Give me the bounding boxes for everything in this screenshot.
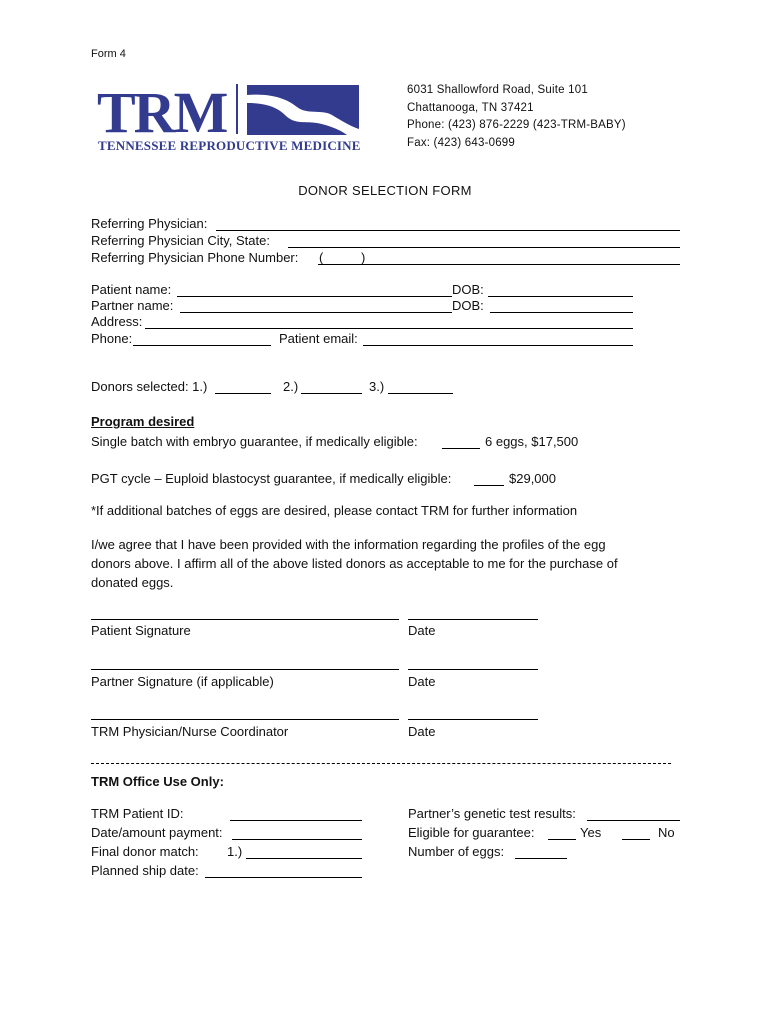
- trm-logo: [97, 82, 367, 154]
- donor-2-field[interactable]: [301, 393, 362, 394]
- pgt-cycle-text: PGT cycle – Euploid blastocyst guarantee, if medically eligible:: [91, 471, 452, 486]
- eligible-yes-field[interactable]: [548, 839, 576, 840]
- eligible-yes-label: Yes: [580, 825, 602, 840]
- donor-1-field[interactable]: [215, 393, 271, 394]
- referring-city-state-label: Referring Physician City, State:: [91, 233, 270, 248]
- agreement-line-1: I/we agree that I have been provided with the information regarding the profiles of the egg: [91, 537, 606, 552]
- single-batch-text: Single batch with embryo guarantee, if medically eligible:: [91, 434, 418, 449]
- address-line-2: Chattanooga, TN 37421: [407, 101, 534, 114]
- partner-signature-label: Partner Signature (if applicable): [91, 674, 274, 689]
- referring-phone-label: Referring Physician Phone Number:: [91, 250, 299, 265]
- logo-river-emblem: [247, 85, 359, 135]
- eligible-no-field[interactable]: [622, 839, 650, 840]
- coordinator-signature-field[interactable]: [91, 719, 399, 720]
- pgt-cycle-price: $29,000: [509, 471, 556, 486]
- partner-signature-date-field[interactable]: [408, 669, 538, 670]
- eligible-guarantee-label: Eligible for guarantee:: [408, 825, 535, 840]
- agreement-line-2: donors above. I affirm all of the above listed donors as acceptable to me for the purchase of: [91, 556, 618, 571]
- genetic-test-label: Partner’s genetic test results:: [408, 806, 576, 821]
- partner-signature-field[interactable]: [91, 669, 399, 670]
- single-batch-field[interactable]: [442, 448, 480, 449]
- ship-date-field[interactable]: [205, 877, 362, 878]
- coordinator-signature-date-field[interactable]: [408, 719, 538, 720]
- patient-dob-field[interactable]: [488, 296, 633, 297]
- patient-signature-label: Patient Signature: [91, 623, 191, 638]
- trm-patient-id-field[interactable]: [230, 820, 362, 821]
- office-use-heading: TRM Office Use Only:: [91, 774, 224, 789]
- address-label: Address:: [91, 314, 143, 329]
- donor-3-field[interactable]: [388, 393, 453, 394]
- form-number: Form 4: [91, 48, 126, 60]
- logo-letters: TRM: [97, 80, 227, 145]
- agreement-text: [91, 535, 618, 592]
- partner-dob-label: DOB:: [452, 298, 484, 313]
- address-line-1: 6031 Shallowford Road, Suite 101: [407, 84, 588, 96]
- logo-subtitle: TENNESSEE REPRODUCTIVE MEDICINE: [98, 138, 361, 153]
- partner-name-label: Partner name:: [91, 298, 174, 313]
- additional-batches-note: *If additional batches of eggs are desired, please contact TRM for further information: [91, 503, 578, 518]
- phone-paren-close: ): [361, 250, 366, 265]
- phone-field[interactable]: [133, 345, 271, 346]
- single-batch-price: 6 eggs, $17,500: [485, 434, 579, 449]
- referring-physician-field[interactable]: [216, 230, 680, 231]
- referring-city-state-field[interactable]: [288, 247, 680, 248]
- clinic-address: [407, 82, 626, 152]
- phone-label: Phone:: [91, 331, 133, 346]
- patient-signature-date-field[interactable]: [408, 619, 538, 620]
- payment-label: Date/amount payment:: [91, 825, 223, 840]
- final-donor-match-field[interactable]: [246, 858, 362, 859]
- partner-dob-field[interactable]: [490, 312, 633, 313]
- donor-3-label: 3.): [369, 379, 385, 394]
- final-donor-match-label: Final donor match:: [91, 844, 199, 859]
- ship-date-label: Planned ship date:: [91, 863, 199, 878]
- program-heading: Program desired: [91, 414, 195, 429]
- eligible-no-label: No: [658, 825, 675, 840]
- logo-divider: [236, 84, 238, 134]
- number-of-eggs-label: Number of eggs:: [408, 844, 505, 859]
- office-divider: [91, 763, 671, 764]
- address-fax: Fax: (423) 643-0699: [407, 136, 516, 149]
- donor-2-label: 2.): [283, 379, 299, 394]
- partner-name-field[interactable]: [180, 312, 452, 313]
- partner-signature-date-label: Date: [408, 674, 436, 689]
- patient-name-label: Patient name:: [91, 282, 172, 297]
- patient-signature-field[interactable]: [91, 619, 399, 620]
- coordinator-signature-date-label: Date: [408, 724, 436, 739]
- final-donor-match-number: 1.): [227, 844, 243, 859]
- agreement-line-3: donated eggs.: [91, 575, 174, 590]
- coordinator-signature-label: TRM Physician/Nurse Coordinator: [91, 724, 289, 739]
- address-field[interactable]: [145, 328, 633, 329]
- patient-dob-label: DOB:: [452, 282, 484, 297]
- genetic-test-field[interactable]: [587, 820, 680, 821]
- trm-patient-id-label: TRM Patient ID:: [91, 806, 184, 821]
- patient-name-field[interactable]: [177, 296, 452, 297]
- phone-paren-open: (: [319, 250, 324, 265]
- patient-email-label: Patient email:: [279, 331, 358, 346]
- pgt-cycle-field[interactable]: [474, 485, 504, 486]
- address-phone: Phone: (423) 876-2229 (423-TRM-BABY): [407, 119, 626, 131]
- patient-signature-date-label: Date: [408, 623, 436, 638]
- number-of-eggs-field[interactable]: [515, 858, 567, 859]
- payment-field[interactable]: [232, 839, 362, 840]
- form-title: DONOR SELECTION FORM: [298, 183, 472, 198]
- donors-selected-label: Donors selected: 1.): [91, 379, 208, 394]
- referring-phone-field[interactable]: [318, 264, 680, 265]
- patient-email-field[interactable]: [363, 345, 633, 346]
- referring-physician-label: Referring Physician:: [91, 216, 208, 231]
